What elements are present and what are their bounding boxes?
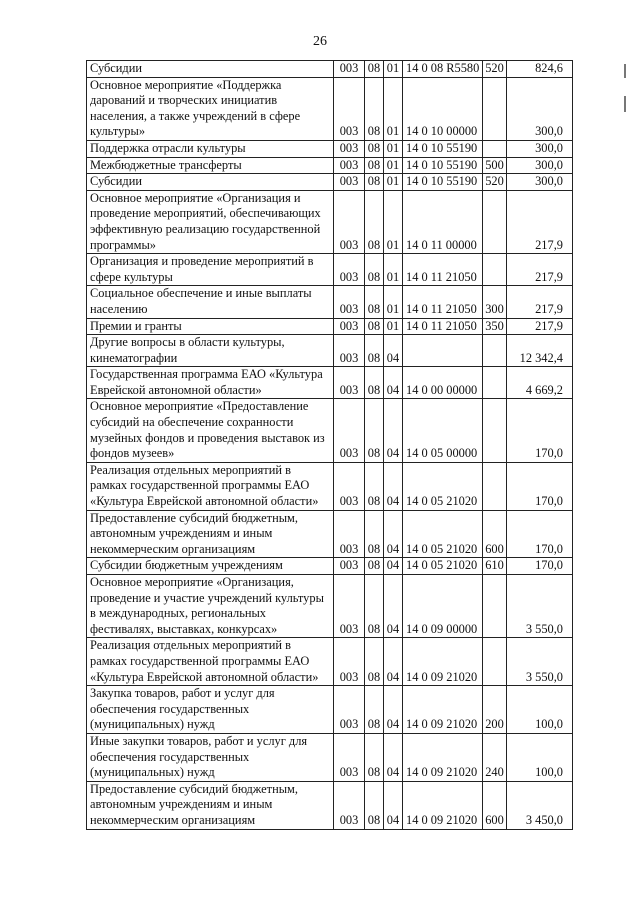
cell-amount: 100,0 [507,733,573,781]
table-row [87,286,573,318]
cell-amount: 170,0 [507,510,573,558]
cell-expense-type [483,335,507,367]
cell-amount: 170,0 [507,558,573,575]
table-row [87,77,573,140]
cell-ministry-code: 003 [334,558,365,575]
table-row [87,781,573,829]
table-row [87,190,573,253]
cell-ministry-code: 003 [334,254,365,286]
cell-amount: 12 342,4 [507,335,573,367]
cell-expense-type [483,77,507,140]
cell-name: Субсидии [87,61,334,78]
cell-section-code: 08 [365,399,384,462]
cell-name: Реализация отдельных мероприятий в рамках государственной программы ЕАО «Культура Еврейской автономной области» [87,462,334,510]
table-row [87,335,573,367]
cell-section-code: 08 [365,575,384,638]
cell-expense-type: 500 [483,157,507,174]
cell-section-code: 08 [365,510,384,558]
cell-section-code: 08 [365,157,384,174]
cell-expense-type: 200 [483,686,507,734]
cell-ministry-code: 003 [334,686,365,734]
cell-name: Реализация отдельных мероприятий в рамках государственной программы ЕАО «Культура Еврейской автономной области» [87,638,334,686]
cell-name: Государственная программа ЕАО «Культура Еврейской автономной области» [87,367,334,399]
table-row [87,254,573,286]
cell-subsection-code: 04 [384,733,403,781]
cell-name: Предоставление субсидий бюджетным, автономным учреждениям и иным некоммерческим организациям [87,510,334,558]
table-row [87,174,573,191]
cell-amount: 100,0 [507,686,573,734]
table-row [87,140,573,157]
cell-target-article [403,335,483,367]
cell-target-article: 14 0 08 R5580 [403,61,483,78]
cell-target-article: 14 0 05 21020 [403,558,483,575]
cell-name: Премии и гранты [87,318,334,335]
cell-section-code: 08 [365,61,384,78]
budget-table [86,60,573,830]
table-row [87,157,573,174]
cell-amount: 217,9 [507,318,573,335]
cell-ministry-code: 003 [334,157,365,174]
cell-section-code: 08 [365,367,384,399]
cell-expense-type: 610 [483,558,507,575]
cell-name: Предоставление субсидий бюджетным, автономным учреждениям и иным некоммерческим организациям [87,781,334,829]
cell-subsection-code: 04 [384,335,403,367]
cell-name: Основное мероприятие «Организация и проведение мероприятий, обеспечивающих эффективную реализацию государственной программы» [87,190,334,253]
cell-name: Основное мероприятие «Поддержка дарований и творческих инициатив населения, а также учреждений в сфере культуры» [87,77,334,140]
cell-target-article: 14 0 09 00000 [403,575,483,638]
cell-expense-type [483,254,507,286]
cell-section-code: 08 [365,781,384,829]
cell-amount: 170,0 [507,462,573,510]
page-number: 26 [313,34,327,49]
cell-expense-type [483,575,507,638]
cell-section-code: 08 [365,733,384,781]
cell-amount: 300,0 [507,174,573,191]
cell-section-code: 08 [365,318,384,335]
cell-ministry-code: 003 [334,367,365,399]
cell-subsection-code: 04 [384,781,403,829]
cell-subsection-code: 01 [384,190,403,253]
cell-subsection-code: 01 [384,140,403,157]
cell-ministry-code: 003 [334,61,365,78]
cell-amount: 170,0 [507,399,573,462]
cell-expense-type: 600 [483,781,507,829]
table-row [87,733,573,781]
scan-mark [624,64,626,78]
cell-target-article: 14 0 11 00000 [403,190,483,253]
cell-section-code: 08 [365,638,384,686]
cell-subsection-code: 01 [384,61,403,78]
cell-amount: 824,6 [507,61,573,78]
cell-ministry-code: 003 [334,575,365,638]
cell-subsection-code: 01 [384,286,403,318]
cell-subsection-code: 04 [384,510,403,558]
cell-target-article: 14 0 09 21020 [403,733,483,781]
cell-ministry-code: 003 [334,733,365,781]
scan-mark [624,96,626,112]
cell-subsection-code: 01 [384,77,403,140]
cell-target-article: 14 0 09 21020 [403,781,483,829]
cell-target-article: 14 0 09 21020 [403,686,483,734]
table-row [87,638,573,686]
table-row [87,318,573,335]
table-row [87,558,573,575]
cell-ministry-code: 003 [334,510,365,558]
table-row [87,510,573,558]
cell-name: Социальное обеспечение и иные выплаты населению [87,286,334,318]
cell-subsection-code: 01 [384,174,403,191]
cell-name: Закупка товаров, работ и услуг для обеспечения государственных (муниципальных) нужд [87,686,334,734]
cell-name: Иные закупки товаров, работ и услуг для обеспечения государственных (муниципальных) нужд [87,733,334,781]
cell-section-code: 08 [365,462,384,510]
cell-target-article: 14 0 10 55190 [403,157,483,174]
cell-subsection-code: 01 [384,157,403,174]
cell-amount: 4 669,2 [507,367,573,399]
cell-subsection-code: 04 [384,399,403,462]
cell-name: Поддержка отрасли культуры [87,140,334,157]
cell-target-article: 14 0 05 00000 [403,399,483,462]
cell-expense-type: 240 [483,733,507,781]
cell-target-article: 14 0 10 55190 [403,174,483,191]
cell-expense-type [483,140,507,157]
cell-section-code: 08 [365,77,384,140]
cell-section-code: 08 [365,254,384,286]
table-row [87,399,573,462]
cell-amount: 300,0 [507,77,573,140]
cell-name: Основное мероприятие «Предоставление субсидий на обеспечение сохранности музейных фондов и проведения выставок из фондов музеев» [87,399,334,462]
cell-amount: 300,0 [507,140,573,157]
cell-subsection-code: 04 [384,638,403,686]
cell-subsection-code: 01 [384,254,403,286]
cell-name: Межбюджетные трансферты [87,157,334,174]
cell-expense-type [483,638,507,686]
table-row [87,575,573,638]
cell-ministry-code: 003 [334,174,365,191]
cell-target-article: 14 0 11 21050 [403,254,483,286]
cell-amount: 300,0 [507,157,573,174]
cell-ministry-code: 003 [334,462,365,510]
cell-amount: 217,9 [507,190,573,253]
cell-expense-type: 520 [483,61,507,78]
cell-ministry-code: 003 [334,781,365,829]
cell-subsection-code: 04 [384,575,403,638]
cell-ministry-code: 003 [334,318,365,335]
cell-expense-type [483,462,507,510]
cell-section-code: 08 [365,190,384,253]
cell-amount: 3 450,0 [507,781,573,829]
cell-target-article: 14 0 05 21020 [403,510,483,558]
cell-name: Основное мероприятие «Организация, проведение и участие учреждений культуры в международных, региональных фестивалях, выставках, конкурсах» [87,575,334,638]
cell-expense-type [483,367,507,399]
cell-expense-type [483,399,507,462]
cell-target-article: 14 0 05 21020 [403,462,483,510]
cell-name: Организация и проведение мероприятий в сфере культуры [87,254,334,286]
cell-name: Субсидии [87,174,334,191]
cell-amount: 3 550,0 [507,638,573,686]
cell-ministry-code: 003 [334,335,365,367]
cell-target-article: 14 0 10 00000 [403,77,483,140]
cell-subsection-code: 04 [384,686,403,734]
cell-ministry-code: 003 [334,399,365,462]
cell-target-article: 14 0 11 21050 [403,286,483,318]
cell-section-code: 08 [365,174,384,191]
table-row [87,61,573,78]
cell-expense-type [483,190,507,253]
cell-section-code: 08 [365,335,384,367]
cell-subsection-code: 04 [384,558,403,575]
cell-section-code: 08 [365,286,384,318]
cell-target-article: 14 0 11 21050 [403,318,483,335]
cell-expense-type: 350 [483,318,507,335]
table-row [87,367,573,399]
cell-ministry-code: 003 [334,77,365,140]
cell-section-code: 08 [365,686,384,734]
cell-section-code: 08 [365,558,384,575]
cell-target-article: 14 0 00 00000 [403,367,483,399]
cell-name: Субсидии бюджетным учреждениям [87,558,334,575]
table-row [87,686,573,734]
table-row [87,462,573,510]
cell-ministry-code: 003 [334,190,365,253]
cell-name: Другие вопросы в области культуры, кинематографии [87,335,334,367]
cell-subsection-code: 01 [384,318,403,335]
cell-expense-type: 520 [483,174,507,191]
cell-expense-type: 600 [483,510,507,558]
cell-subsection-code: 04 [384,462,403,510]
table-body [87,61,573,830]
cell-ministry-code: 003 [334,638,365,686]
cell-ministry-code: 003 [334,140,365,157]
cell-expense-type: 300 [483,286,507,318]
cell-amount: 217,9 [507,286,573,318]
cell-subsection-code: 04 [384,367,403,399]
cell-target-article: 14 0 10 55190 [403,140,483,157]
cell-ministry-code: 003 [334,286,365,318]
cell-section-code: 08 [365,140,384,157]
cell-amount: 3 550,0 [507,575,573,638]
cell-target-article: 14 0 09 21020 [403,638,483,686]
cell-amount: 217,9 [507,254,573,286]
